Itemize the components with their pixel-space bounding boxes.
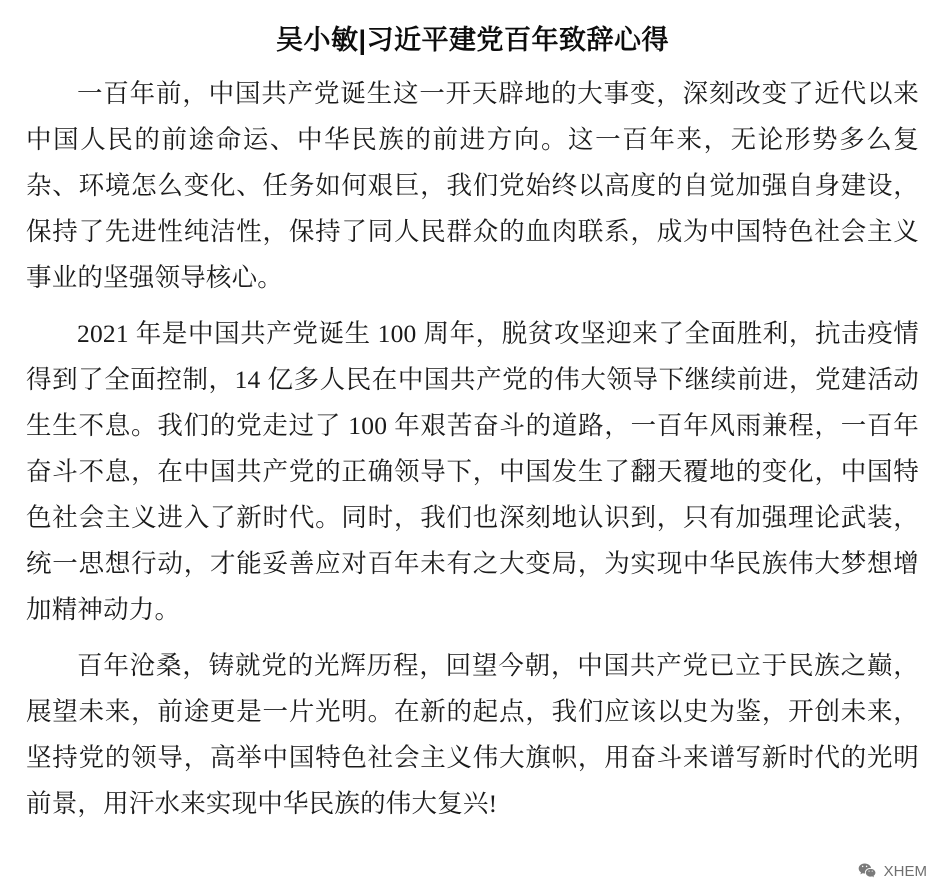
watermark bbox=[857, 861, 927, 881]
watermark-label: XHEM bbox=[883, 862, 927, 880]
paragraph-2: 2021 年是中国共产党诞生 100 周年，脱贫攻坚迎来了全面胜利，抗击疫情得到了全面控制，14 亿多人民在中国共产党的伟大领导下继续前进，党建活动生生不息。我们的党走过了 100 年艰苦奋斗的道路，一百年风雨兼程，一百年奋斗不息，在中国共产党的正确领导下，中国发生了翻天覆地的变化，中国特色社会主义进入了新时代。同时，我们也深刻地认识到，只有加强理论武装，统一思想行动，才能妥善应对百年未有之大变局，为实现中华民族伟大梦想增加精神动力。 bbox=[26, 319, 919, 624]
page-title: 吴小敏|习近平建党百年致辞心得 bbox=[275, 25, 670, 55]
paragraph-3: 百年沧桑，铸就党的光辉历程，回望今朝，中国共产党已立于民族之巅，展望未来，前途更是一片光明。在新的起点，我们应该以史为鉴，开创未来，坚持党的领导，高举中国特色社会主义伟大旗帜，用奋斗来谱写新时代的光明前景，用汗水来实现中华民族的伟大复兴! bbox=[26, 651, 919, 818]
paragraph-1: 一百年前，中国共产党诞生这一开天辟地的大事变，深刻改变了近代以来中国人民的前途命运、中华民族的前进方向。这一百年来，无论形势多么复杂、环境怎么变化、任务如何艰巨，我们党始终以高度的自觉加强自身建设，保持了先进性纯洁性，保持了同人民群众的血肉联系，成为中国特色社会主义事业的坚强领导核心。 bbox=[26, 79, 919, 292]
wechat-icon bbox=[857, 861, 877, 881]
